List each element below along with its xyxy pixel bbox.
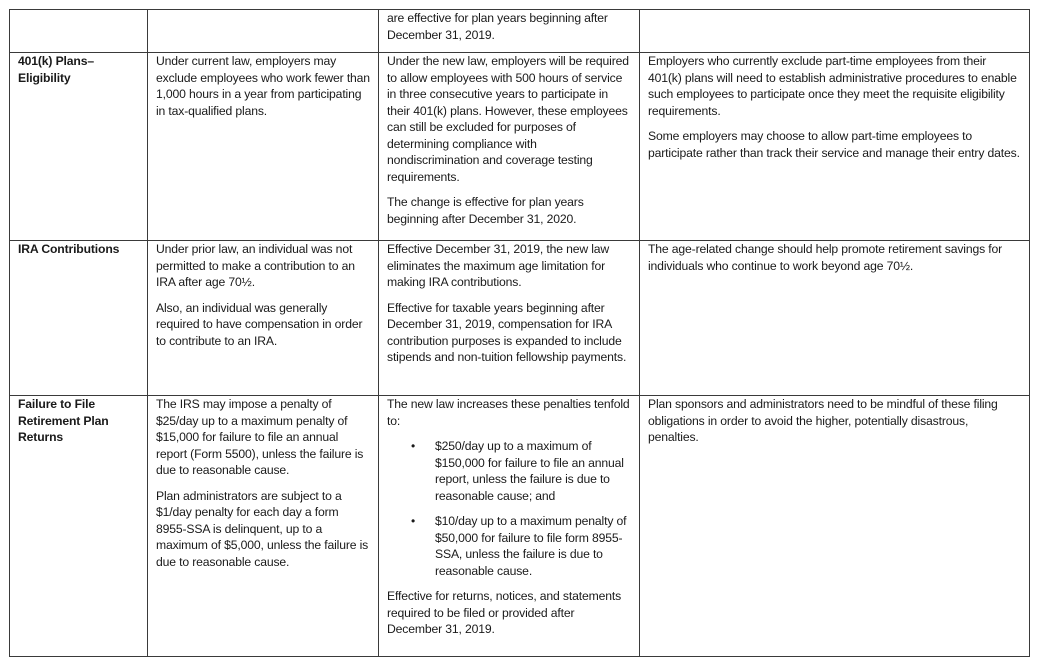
topic-cell bbox=[10, 241, 148, 396]
bullet-icon: • bbox=[411, 439, 416, 453]
new-law-text: Under the new law, employers will be required to allow employees with 500 hours of service in three consecutive years to participate in their 401(k) plans. However, these employees can still be excluded for purposes of determining compliance with nondiscrimination and coverage testing requirements. bbox=[387, 54, 629, 184]
current-law-text: Also, an individual was generally required to have compensation in order to contribute to an IRA. bbox=[156, 300, 363, 348]
current-law-cell bbox=[148, 53, 379, 241]
impact-cell bbox=[640, 10, 1030, 53]
topic-cell bbox=[10, 396, 148, 657]
impact-text: The age-related change should help promote retirement savings for individuals who continue to work beyond age 70½. bbox=[648, 242, 1003, 273]
new-law-cell bbox=[379, 396, 640, 657]
impact-text: Employers who currently exclude part-time employees from their 401(k) plans will need to establish administrative procedures to enable such employees to participate once they meet the requisite eligibility requirements. bbox=[648, 54, 1017, 118]
impact-cell bbox=[640, 241, 1030, 396]
topic-label: 401(k) Plans–Eligibility bbox=[18, 54, 94, 85]
new-law-text: are effective for plan years beginning after December 31, 2019. bbox=[387, 11, 608, 42]
table-row-401k-eligibility bbox=[10, 53, 1030, 241]
table-row-continuation bbox=[10, 10, 1030, 53]
new-law-cell bbox=[379, 53, 640, 241]
new-law-intro: The new law increases these penalties tenfold to: bbox=[387, 397, 630, 428]
topic-cell bbox=[10, 10, 148, 53]
law-changes-table bbox=[9, 9, 1030, 657]
new-law-text: Effective for taxable years beginning after December 31, 2019, compensation for IRA contribution purposes is expanded to include stipends and non-tuition fellowship payments. bbox=[387, 300, 627, 364]
new-law-cell bbox=[379, 241, 640, 396]
current-law-text: The IRS may impose a penalty of $25/day up to a maximum penalty of $15,000 for failure to file an annual report (Form 5500), unless the failure is due to reasonable cause. bbox=[156, 397, 364, 477]
list-item-text: $250/day up to a maximum of $150,000 for failure to file an annual report, unless the failure is due to reasonable cause; and bbox=[435, 439, 624, 503]
current-law-cell bbox=[148, 241, 379, 396]
current-law-text: Under current law, employers may exclude employees who work fewer than 1,000 hours in a year from participating in tax-qualified plans. bbox=[156, 54, 370, 118]
impact-text: Plan sponsors and administrators need to be mindful of these filing obligations in order to avoid the higher, potentially disastrous, penalties. bbox=[648, 397, 998, 444]
topic-cell bbox=[10, 53, 148, 241]
table-row-failure-to-file bbox=[10, 396, 1030, 657]
impact-text: Some employers may choose to allow part-time employees to participate rather than track their service and manage their entry dates. bbox=[648, 129, 1020, 160]
current-law-cell bbox=[148, 10, 379, 53]
impact-cell bbox=[640, 396, 1030, 657]
new-law-text: The change is effective for plan years beginning after December 31, 2020. bbox=[387, 195, 584, 226]
list-item bbox=[387, 513, 631, 579]
list-item bbox=[387, 438, 631, 504]
new-law-outro: Effective for returns, notices, and statements required to be filed or provided after December 31, 2019. bbox=[387, 589, 622, 636]
impact-cell bbox=[640, 53, 1030, 241]
topic-label: Failure to File Retirement Plan Returns bbox=[18, 397, 109, 444]
new-law-text: Effective December 31, 2019, the new law eliminates the maximum age limitation for making IRA contributions. bbox=[387, 242, 610, 289]
topic-label: IRA Contributions bbox=[18, 242, 120, 256]
list-item-text: $10/day up to a maximum penalty of $50,000 for failure to file form 8955-SSA, unless the failure is due to reasonable cause. bbox=[435, 514, 627, 578]
current-law-text: Plan administrators are subject to a $1/day penalty for each day a form 8955-SSA is delinquent, up to a maximum of $5,000, unless the failure is due to reasonable cause. bbox=[156, 488, 369, 569]
table-row-ira-contributions bbox=[10, 241, 1030, 396]
current-law-text: Under prior law, an individual was not permitted to make a contribution to an IRA after age 70½. bbox=[156, 242, 355, 289]
current-law-cell bbox=[148, 396, 379, 657]
new-law-cell bbox=[379, 10, 640, 53]
penalty-list bbox=[387, 438, 631, 579]
bullet-icon: • bbox=[411, 514, 416, 528]
